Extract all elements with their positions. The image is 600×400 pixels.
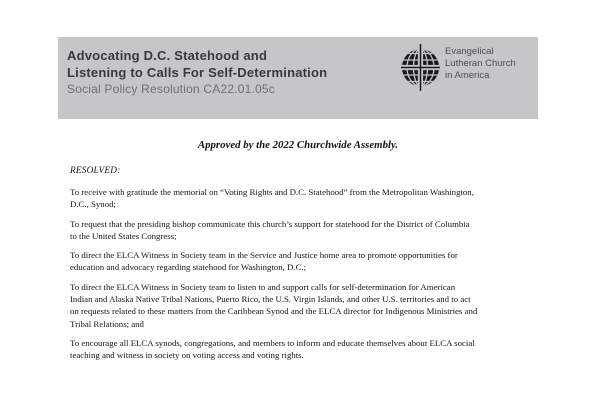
resolution-clause-1 xyxy=(70,186,474,211)
document-title-line1: Advocating D.C. Statehood and xyxy=(67,48,268,63)
document-title-line2: Listening to Calls For Self-Determination xyxy=(67,65,328,80)
elca-logo-wordmark xyxy=(445,46,516,83)
logo-wordmark-line1: Evangelical xyxy=(445,46,494,57)
document-title xyxy=(67,47,327,81)
clause-line: Indian and Alaska Native Tribal Nations, Puerto Rico, the U.S. Virgin Islands, and other U.S. territories and to act xyxy=(70,293,471,304)
clause-line: To receive with gratitude the memorial on “Voting Rights and D.C. Statehood” from the Metropolitan Washington, xyxy=(70,187,474,197)
clause-line: D.C., Synod; xyxy=(70,199,116,210)
resolution-clause-5 xyxy=(70,337,475,362)
clause-line: on requests related to these matters from the Caribbean Synod and the ELCA director for Indigenous Ministries and xyxy=(70,306,478,317)
resolved-label: RESOLVED: xyxy=(70,166,121,176)
clause-line: To direct the ELCA Witness in Society team in the Service and Justice home area to promote opportunities for xyxy=(70,250,458,260)
clause-line: to the United States Congress; xyxy=(70,230,177,241)
header-band xyxy=(58,37,538,119)
resolution-clause-4 xyxy=(70,281,477,331)
clause-line: To request that the presiding bishop communicate this church’s support for statehood for the District of Columbia xyxy=(70,218,470,229)
logo-wordmark-line2: Lutheran Church xyxy=(445,58,516,70)
clause-line: teaching and witness in society on voting access and voting rights. xyxy=(70,349,304,360)
resolution-clause-2 xyxy=(70,218,470,243)
clause-line: To direct the ELCA Witness in Society team to listen to and support calls for self-determination for American xyxy=(70,281,456,292)
elca-globe-cross-icon xyxy=(401,44,440,91)
logo-wordmark-line3: in America xyxy=(445,70,490,82)
resolution-clause-3 xyxy=(70,249,458,274)
approved-statement: Approved by the 2022 Churchwide Assembly. xyxy=(197,139,399,151)
clause-line: To encourage all ELCA synods, congregations, and members to inform and educate themselves about ELCA social xyxy=(70,337,475,348)
clause-line: education and advocacy regarding statehood for Washington, D.C.; xyxy=(70,262,307,273)
clause-line: Tribal Relations; and xyxy=(70,318,144,329)
document-subtitle: Social Policy Resolution CA22.01.05c xyxy=(67,82,275,96)
